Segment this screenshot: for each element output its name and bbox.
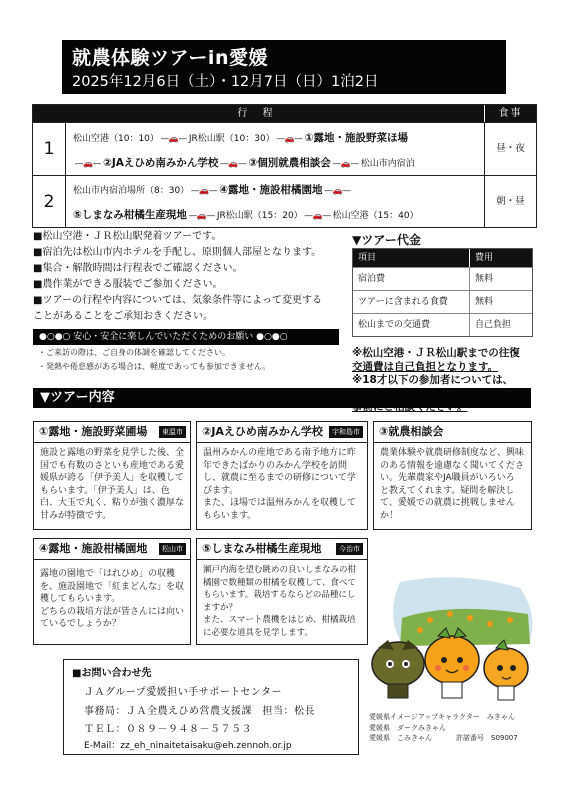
itinerary-table <box>32 104 537 228</box>
card-line: を、施設園地で「紅まどんな」を収 <box>40 581 185 592</box>
note-item: ■農作業ができる服装でご参加ください。 <box>33 279 223 290</box>
contact-tel[interactable]: ＴＥＬ：０８９－９４８－５７５３ <box>84 724 252 735</box>
itinerary-header-meal: 食事 <box>484 105 536 122</box>
card-body <box>374 443 531 526</box>
fee-cost: 無料 <box>475 274 494 284</box>
tour-card-4 <box>33 538 191 645</box>
credit-line: 愛媛県 ダークみきゃん <box>369 723 446 732</box>
tour-card-5 <box>196 538 368 645</box>
day-number: 2 <box>33 176 66 227</box>
day2-meal: 朝・昼 <box>484 176 536 227</box>
fee-item: 宿泊費 <box>353 268 470 290</box>
fee-header-item: 項目 <box>353 249 470 267</box>
location-tag: 今治市 <box>336 543 363 555</box>
stop-label: ③個別就農相談会 <box>248 157 331 169</box>
mascot-image <box>360 574 538 704</box>
card-line: と教えてくれます。疑問を解決し <box>380 485 515 496</box>
card-title <box>34 422 190 443</box>
itinerary-day-2 <box>33 175 536 227</box>
car-icon: ―🚗― <box>160 134 187 143</box>
safety-item: ・発熱や倦怠感がある場合は、軽度であっても参加できません。 <box>38 362 271 371</box>
fee-table <box>352 248 533 337</box>
location-tag: 松山市 <box>159 543 186 555</box>
itinerary-day-1 <box>33 122 536 175</box>
card-body <box>34 443 190 526</box>
stop-label: ①露地・施設野菜ほ場 <box>304 132 409 144</box>
card-line: もらいます。「伊予美人」は、色 <box>40 485 170 496</box>
card-line: 穫してもらいます。 <box>40 594 121 604</box>
permit-number: 許諾番号 S09007 <box>456 734 518 742</box>
card-line: し、就農に至るまでの研修について学 <box>203 473 356 483</box>
stop-label: 松山市内宿泊場所（8：30） <box>73 186 190 196</box>
fee-title: ▼ツアー代金 <box>352 233 421 247</box>
card-title-text: ⑤しまなみ柑橘生産現地 <box>202 542 322 555</box>
card-title <box>197 422 367 443</box>
page-title: 就農体験ツアーin愛媛 <box>72 47 268 69</box>
fee-row <box>353 290 532 313</box>
card-line: また、スマート農機をはじめ、柑橘栽培 <box>203 615 356 625</box>
itinerary-header-schedule: 行 程 <box>237 108 279 119</box>
card-line: 温州みかんの産地である南予地方に昨 <box>203 448 357 458</box>
day1-meal: 昼・夜 <box>484 123 536 175</box>
card-body <box>197 560 367 643</box>
card-title <box>374 422 531 443</box>
card-line: か！ <box>380 510 399 521</box>
card-title <box>197 539 367 560</box>
card-line: びます。 <box>203 485 239 496</box>
card-line: ますか？ <box>203 602 238 613</box>
card-line: 媛県が誇る「伊予美人」を収穫して <box>40 473 185 483</box>
stop-label: ⑤しまなみ柑橘生産現地 <box>73 209 187 221</box>
card-line: て、愛媛での就農に挑戦しません <box>380 498 515 508</box>
card-line: 橘園で数種類の柑橘を収穫して、食べて <box>203 577 356 588</box>
day-number: 1 <box>33 123 66 175</box>
tour-dates: 2025年12月6日（土）・12月7日（日）1泊2日 <box>72 74 379 90</box>
card-line: もらいます。 <box>203 510 257 521</box>
card-body <box>197 443 367 526</box>
day2-line1 <box>73 182 353 197</box>
safety-notes <box>38 346 270 374</box>
stop-label: JR松山駅（10：30） <box>188 134 275 144</box>
card-title-text: ③就農相談会 <box>379 425 444 438</box>
credit-line: 愛媛県イメージアップキャラクター みきゃん <box>369 713 515 721</box>
card-line: のある情報を遠慮なく聞いてくださ <box>380 460 525 471</box>
contact-title: ■お問い合わせ先 <box>72 668 152 679</box>
car-icon: ―🚗― <box>220 159 247 168</box>
stop-label: 松山空港（10：10） <box>73 134 159 144</box>
card-line: 農業体験や就農研修制度など、興味 <box>380 448 525 458</box>
fee-cost: 自己負担 <box>475 320 512 330</box>
fee-note-line: ※松山空港・ＪＲ松山駅までの往復 <box>352 347 520 359</box>
card-line: 白、大玉で丸く、粘りが強く濃厚な <box>40 498 184 508</box>
safety-banner: ●○●○ 安心・安全に楽しんでいただくためのお願い ●○●○ <box>33 329 339 345</box>
card-line: もらいます。栽培するならどの品種にし <box>203 590 356 600</box>
note-item: ■ツアーの行程や内容については、気象条件等によって変更する <box>33 295 322 306</box>
fee-item: 松山までの交通費 <box>353 314 470 336</box>
card-line: い。先輩農家やJA職員がいろいろ <box>380 473 515 483</box>
car-icon: ―🚗― <box>75 159 101 168</box>
card-line: 瀬戸内海を望む眺めの良いしまなみの柑 <box>203 565 357 575</box>
note-item: ■松山空港・ＪＲ松山駅発着ツアーです。 <box>33 231 222 242</box>
stop-label: ④露地・施設柑橘園地 <box>219 184 323 196</box>
credit-line-text: 愛媛県 こみきゃん <box>369 734 432 742</box>
fee-header-row <box>353 249 532 267</box>
page-header <box>62 40 506 94</box>
card-title <box>34 539 190 560</box>
card-title-text: ④露地・施設柑橘園地 <box>39 542 148 555</box>
card-line: どちらの栽培方法が皆さんには向い <box>40 606 185 617</box>
stop-label: JR松山駅（15：20） <box>216 211 303 221</box>
stop-label: 松山市内宿泊 <box>360 159 415 169</box>
card-line: 露地の園地で「はれひめ」の収穫 <box>40 569 176 579</box>
car-icon: ―🚗― <box>191 186 218 195</box>
card-line: ているでしょうか？ <box>40 619 121 629</box>
fee-header-cost: 費用 <box>475 253 494 263</box>
contact-org: ＪＡグループ愛媛担い手サポートセンター <box>84 687 282 698</box>
safety-item: ・ご来訪の際は、ご自身の体調を確認してください。 <box>38 348 230 357</box>
notes-list <box>33 229 343 325</box>
fee-cost: 無料 <box>475 297 494 307</box>
tour-card-2 <box>196 421 368 530</box>
note-item: ■集合・解散時間は行程表でご確認ください。 <box>33 263 243 274</box>
card-title-text: ②JAえひめ南みかん学校 <box>202 425 323 438</box>
card-line: 甘みが特徴です。 <box>40 510 112 521</box>
itinerary-header-row <box>33 105 536 122</box>
contact-email-link[interactable]: E-Mail：zz_eh_ninaitetaisaku@eh.zennoh.or.jp <box>84 741 292 751</box>
card-title-text: ①露地・施設野菜圃場 <box>39 425 148 438</box>
car-icon: ―🚗― <box>188 211 215 220</box>
location-tag: 東温市 <box>159 426 186 438</box>
contact-box <box>63 659 359 755</box>
day2-line2 <box>73 207 419 222</box>
car-icon: ―🚗― <box>332 159 359 168</box>
note-item: ■宿泊先は松山市内ホテルを手配し、原則個人部屋となります。 <box>33 247 322 258</box>
day1-line1 <box>73 130 408 145</box>
mascot-illustration <box>360 574 538 704</box>
tour-card-3 <box>373 421 532 530</box>
fee-note-line: ※18才以下の参加者については、 <box>352 374 514 386</box>
contact-office: 事務局：ＪＡ全農えひめ営農支援課 担当：松長 <box>84 706 315 717</box>
location-tag: 宇和島市 <box>329 426 363 438</box>
mascot-credit <box>369 712 518 744</box>
tour-card-1 <box>33 421 191 530</box>
card-line: 年できたばかりのみかん学校を訪問 <box>203 460 348 471</box>
car-icon: ―🚗― <box>304 211 331 220</box>
card-line: 施設と露地の野菜を見学した後、全 <box>40 448 185 458</box>
card-line: に必要な道具を見学します。 <box>203 627 313 638</box>
fee-row <box>353 267 532 290</box>
fee-row <box>353 313 532 336</box>
card-body <box>34 560 190 635</box>
fee-item: ツアーに含まれる食費 <box>353 291 470 313</box>
credit-line <box>369 733 518 744</box>
car-icon: ―🚗― <box>276 134 303 143</box>
stop-label: 松山空港（15：40） <box>332 211 419 221</box>
car-icon: ―🚗― <box>324 186 351 195</box>
tour-section-title: ▼ツアー内容 <box>33 388 531 408</box>
note-item: ことがあることをご承知おきください。 <box>33 311 213 322</box>
fee-note-line: 交通費は自己負担となります。 <box>352 360 499 373</box>
card-line: また、ほ場では温州みかんを収穫して <box>203 498 357 508</box>
stop-label: ②JAえひめ南みかん学校 <box>102 157 219 169</box>
card-line: 国でも有数のさといも産地である愛 <box>40 460 185 471</box>
day1-line2 <box>73 155 415 170</box>
